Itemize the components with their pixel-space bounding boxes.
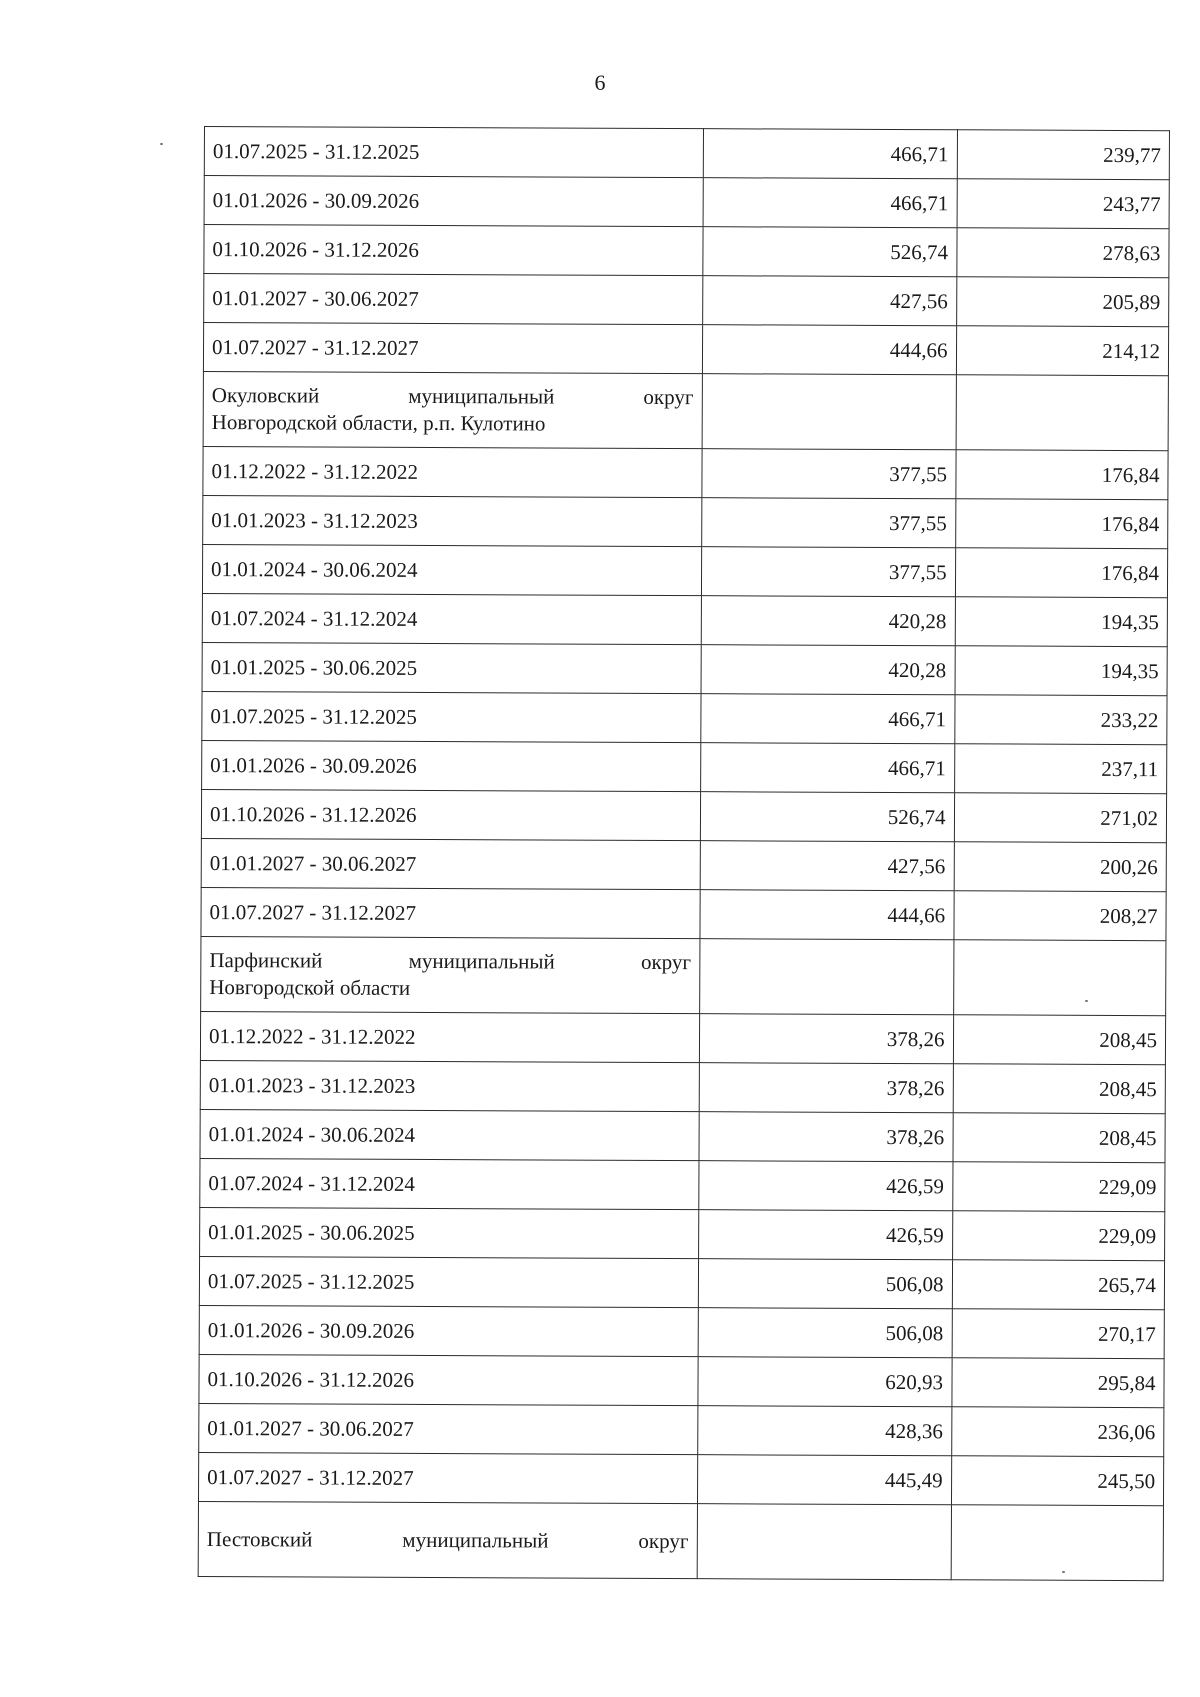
value-cell-1: 444,66 xyxy=(700,890,954,940)
value-cell-1: 426,59 xyxy=(698,1161,952,1211)
table-row xyxy=(203,446,1168,499)
value-cell-2: 237,11 xyxy=(954,744,1167,794)
table-row xyxy=(200,1109,1165,1162)
district-name xyxy=(201,936,700,1013)
value-cell-1: 445,49 xyxy=(697,1455,951,1505)
table-row xyxy=(202,740,1167,793)
table-row xyxy=(200,1158,1165,1211)
value-cell-2: 176,84 xyxy=(955,548,1168,598)
value-cell-1: 526,74 xyxy=(700,792,954,842)
scan-speck xyxy=(1062,1571,1065,1573)
table-row xyxy=(203,495,1168,548)
value-cell-2: 236,06 xyxy=(951,1407,1164,1457)
value-cell-2: 239,77 xyxy=(957,130,1170,180)
district-name-word: Окуловский xyxy=(211,383,320,408)
district-name-line2: Новгородской области xyxy=(209,975,411,1000)
period-cell: 01.01.2027 - 30.06.2027 xyxy=(199,1403,698,1454)
table-row xyxy=(199,1256,1164,1309)
table-row xyxy=(199,1305,1164,1358)
district-name-word: муниципальный xyxy=(408,383,555,409)
period-cell: 01.10.2026 - 31.12.2026 xyxy=(199,1354,698,1405)
period-cell: 01.01.2026 - 30.09.2026 xyxy=(204,176,703,227)
period-cell: 01.07.2024 - 31.12.2024 xyxy=(202,593,701,644)
period-cell: 01.07.2027 - 31.12.2027 xyxy=(201,887,700,938)
tariff-table xyxy=(198,126,1170,1581)
district-name-word: муниципальный xyxy=(408,948,555,974)
value-cell-1: 506,08 xyxy=(698,1259,952,1309)
district-name xyxy=(203,371,702,448)
period-cell: 01.07.2025 - 31.12.2025 xyxy=(202,691,701,742)
value-cell-1: 466,71 xyxy=(703,129,957,179)
section-header-row xyxy=(203,371,1168,450)
empty-cell xyxy=(953,940,1166,1016)
period-cell: 01.01.2027 - 30.06.2027 xyxy=(204,274,703,325)
table-row xyxy=(202,544,1167,597)
period-cell: 01.07.2024 - 31.12.2024 xyxy=(200,1158,699,1209)
value-cell-2: 176,84 xyxy=(955,499,1168,549)
district-name-line1 xyxy=(207,1526,689,1555)
table-row xyxy=(202,642,1167,695)
section-header-row xyxy=(201,936,1166,1015)
period-cell: 01.12.2022 - 31.12.2022 xyxy=(203,446,702,497)
period-cell: 01.07.2025 - 31.12.2025 xyxy=(204,127,703,178)
period-cell: 01.01.2026 - 30.09.2026 xyxy=(202,740,701,791)
district-name-word: округ xyxy=(643,384,694,410)
value-cell-1: 378,26 xyxy=(699,1063,953,1113)
value-cell-1: 466,71 xyxy=(703,178,957,228)
value-cell-1: 427,56 xyxy=(700,841,954,891)
value-cell-2: 208,27 xyxy=(954,891,1167,941)
period-cell: 01.07.2027 - 31.12.2027 xyxy=(198,1452,697,1503)
value-cell-2: 229,09 xyxy=(952,1162,1165,1212)
table-row xyxy=(204,274,1169,327)
empty-cell xyxy=(951,1505,1164,1581)
district-name-line1 xyxy=(209,947,691,976)
value-cell-2: 295,84 xyxy=(951,1358,1164,1408)
period-cell: 01.01.2024 - 30.06.2024 xyxy=(202,544,701,595)
value-cell-2: 243,77 xyxy=(957,179,1170,229)
value-cell-2: 233,22 xyxy=(954,695,1167,745)
value-cell-2: 214,12 xyxy=(956,326,1169,376)
period-cell: 01.01.2023 - 31.12.2023 xyxy=(203,495,702,546)
value-cell-2: 194,35 xyxy=(955,646,1168,696)
period-cell: 01.12.2022 - 31.12.2022 xyxy=(200,1011,699,1062)
table-row xyxy=(200,1060,1165,1113)
value-cell-1: 378,26 xyxy=(699,1014,953,1064)
table-row xyxy=(204,225,1169,278)
period-cell: 01.01.2026 - 30.09.2026 xyxy=(199,1305,698,1356)
period-cell: 01.10.2026 - 31.12.2026 xyxy=(204,225,703,276)
table-row xyxy=(200,1011,1165,1064)
district-name-word: Пестовский xyxy=(206,1526,313,1551)
district-name-word: муниципальный xyxy=(402,1527,549,1553)
period-cell: 01.07.2025 - 31.12.2025 xyxy=(199,1256,698,1307)
table-row xyxy=(201,838,1166,891)
period-cell: 01.01.2025 - 30.06.2025 xyxy=(200,1207,699,1258)
period-cell: 01.01.2025 - 30.06.2025 xyxy=(202,642,701,693)
table-row xyxy=(203,323,1168,376)
value-cell-1: 420,28 xyxy=(701,596,955,646)
period-cell: 01.01.2027 - 30.06.2027 xyxy=(201,838,700,889)
value-cell-2: 245,50 xyxy=(951,1456,1164,1506)
table-row xyxy=(199,1403,1164,1456)
value-cell-1: 506,08 xyxy=(698,1308,952,1358)
value-cell-1: 420,28 xyxy=(701,645,955,695)
value-cell-1: 620,93 xyxy=(698,1357,952,1407)
value-cell-2: 200,26 xyxy=(954,842,1167,892)
value-cell-1: 428,36 xyxy=(697,1406,951,1456)
district-name xyxy=(198,1501,697,1578)
value-cell-1: 426,59 xyxy=(698,1210,952,1260)
table-row xyxy=(202,691,1167,744)
table-row xyxy=(199,1354,1164,1407)
value-cell-2: 270,17 xyxy=(952,1309,1165,1359)
value-cell-2: 265,74 xyxy=(952,1260,1165,1310)
page-number: 6 xyxy=(594,70,606,95)
table-row xyxy=(201,789,1166,842)
period-cell: 01.01.2024 - 30.06.2024 xyxy=(200,1109,699,1160)
value-cell-1: 427,56 xyxy=(702,276,956,326)
district-name-line2: Новгородской области, р.п. Кулотино xyxy=(211,410,546,436)
value-cell-2: 229,09 xyxy=(952,1211,1165,1261)
district-name-line1 xyxy=(212,382,694,411)
table-row xyxy=(204,127,1169,180)
value-cell-1: 526,74 xyxy=(703,227,957,277)
value-cell-2: 205,89 xyxy=(956,277,1169,327)
value-cell-2: 271,02 xyxy=(954,793,1167,843)
value-cell-1: 377,55 xyxy=(701,547,955,597)
section-header-row xyxy=(198,1501,1163,1580)
period-cell: 01.01.2023 - 31.12.2023 xyxy=(200,1060,699,1111)
scan-speck xyxy=(1085,1000,1088,1002)
table-row xyxy=(202,593,1167,646)
period-cell: 01.07.2027 - 31.12.2027 xyxy=(203,323,702,374)
value-cell-1: 466,71 xyxy=(700,743,954,793)
district-name-word: округ xyxy=(640,949,692,975)
value-cell-2: 176,84 xyxy=(955,450,1168,500)
empty-cell xyxy=(697,1504,951,1580)
value-cell-1: 378,26 xyxy=(699,1112,953,1162)
empty-cell xyxy=(702,374,956,450)
period-cell: 01.10.2026 - 31.12.2026 xyxy=(201,789,700,840)
value-cell-2: 208,45 xyxy=(953,1113,1166,1163)
value-cell-1: 377,55 xyxy=(702,449,956,499)
table-row xyxy=(200,1207,1165,1260)
value-cell-2: 278,63 xyxy=(956,228,1169,278)
value-cell-2: 208,45 xyxy=(953,1064,1166,1114)
empty-cell xyxy=(956,375,1169,451)
table-row xyxy=(198,1452,1163,1505)
scan-speck xyxy=(160,143,163,145)
table-row xyxy=(204,176,1169,229)
table-row xyxy=(201,887,1166,940)
value-cell-1: 444,66 xyxy=(702,325,956,375)
value-cell-1: 466,71 xyxy=(700,694,954,744)
value-cell-2: 208,45 xyxy=(953,1015,1166,1065)
empty-cell xyxy=(699,939,953,1015)
district-name-word: округ xyxy=(638,1528,689,1553)
district-name-word: Парфинский xyxy=(209,948,323,973)
value-cell-1: 377,55 xyxy=(701,498,955,548)
value-cell-2: 194,35 xyxy=(955,597,1168,647)
